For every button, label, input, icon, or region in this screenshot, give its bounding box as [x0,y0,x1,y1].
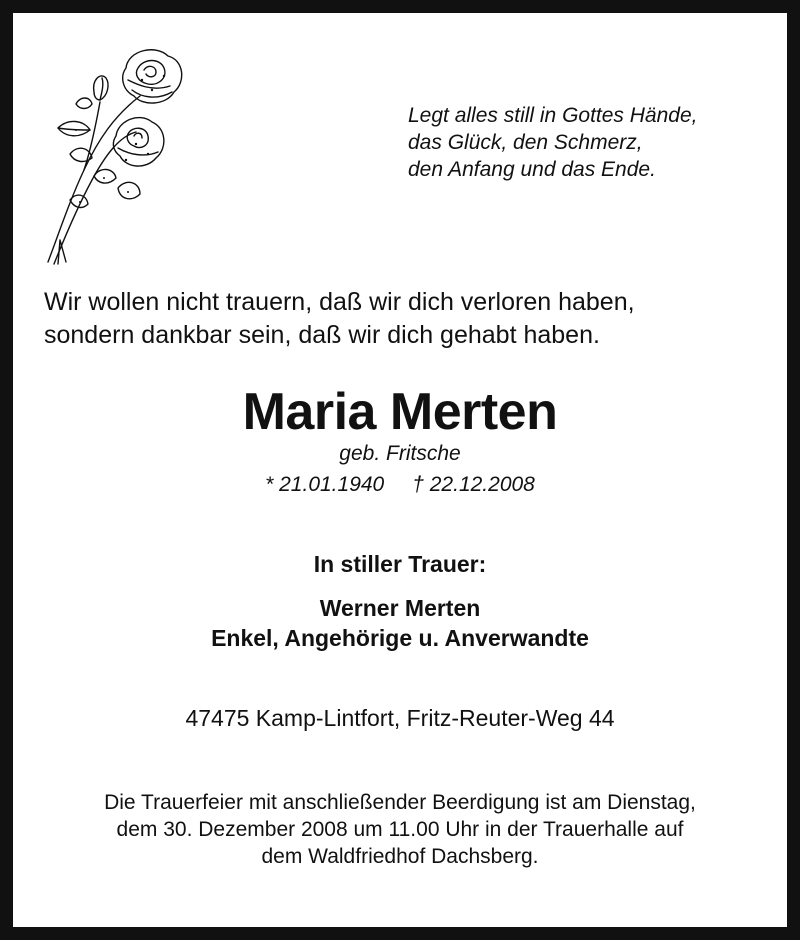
intro-text [44,286,774,352]
funeral-details [0,789,800,870]
rose-icon [40,40,190,268]
mourning-heading: In stiller Trauer: [313,551,487,577]
mourner-line: Werner Merten [319,595,481,621]
death-date: † 22.12.2008 [412,473,535,496]
mourners-list [0,593,800,653]
poem-line: das Glück, den Schmerz, [408,131,643,154]
poem-verse [408,102,778,183]
funeral-line: Die Trauerfeier mit anschließender Beerdigung ist am Dienstag, [104,791,696,814]
funeral-line: dem Waldfriedhof Dachsberg. [261,845,539,868]
deceased-name: Maria Merten [242,383,558,441]
intro-line: Wir wollen nicht trauern, daß wir dich verloren haben, [44,288,635,316]
life-dates [0,472,800,498]
intro-line: sondern dankbar sein, daß wir dich gehabt haben. [44,321,600,349]
poem-line: den Anfang und das Ende. [408,158,656,181]
poem-line: Legt alles still in Gottes Hände, [408,104,698,127]
family-address: 47475 Kamp-Lintfort, Fritz-Reuter-Weg 44 [185,705,615,731]
birth-date: * 21.01.1940 [265,473,385,496]
mourner-line: Enkel, Angehörige u. Anverwandte [211,625,589,651]
funeral-line: dem 30. Dezember 2008 um 11.00 Uhr in der Trauerhalle auf [116,818,684,841]
maiden-name: geb. Fritsche [339,442,461,465]
